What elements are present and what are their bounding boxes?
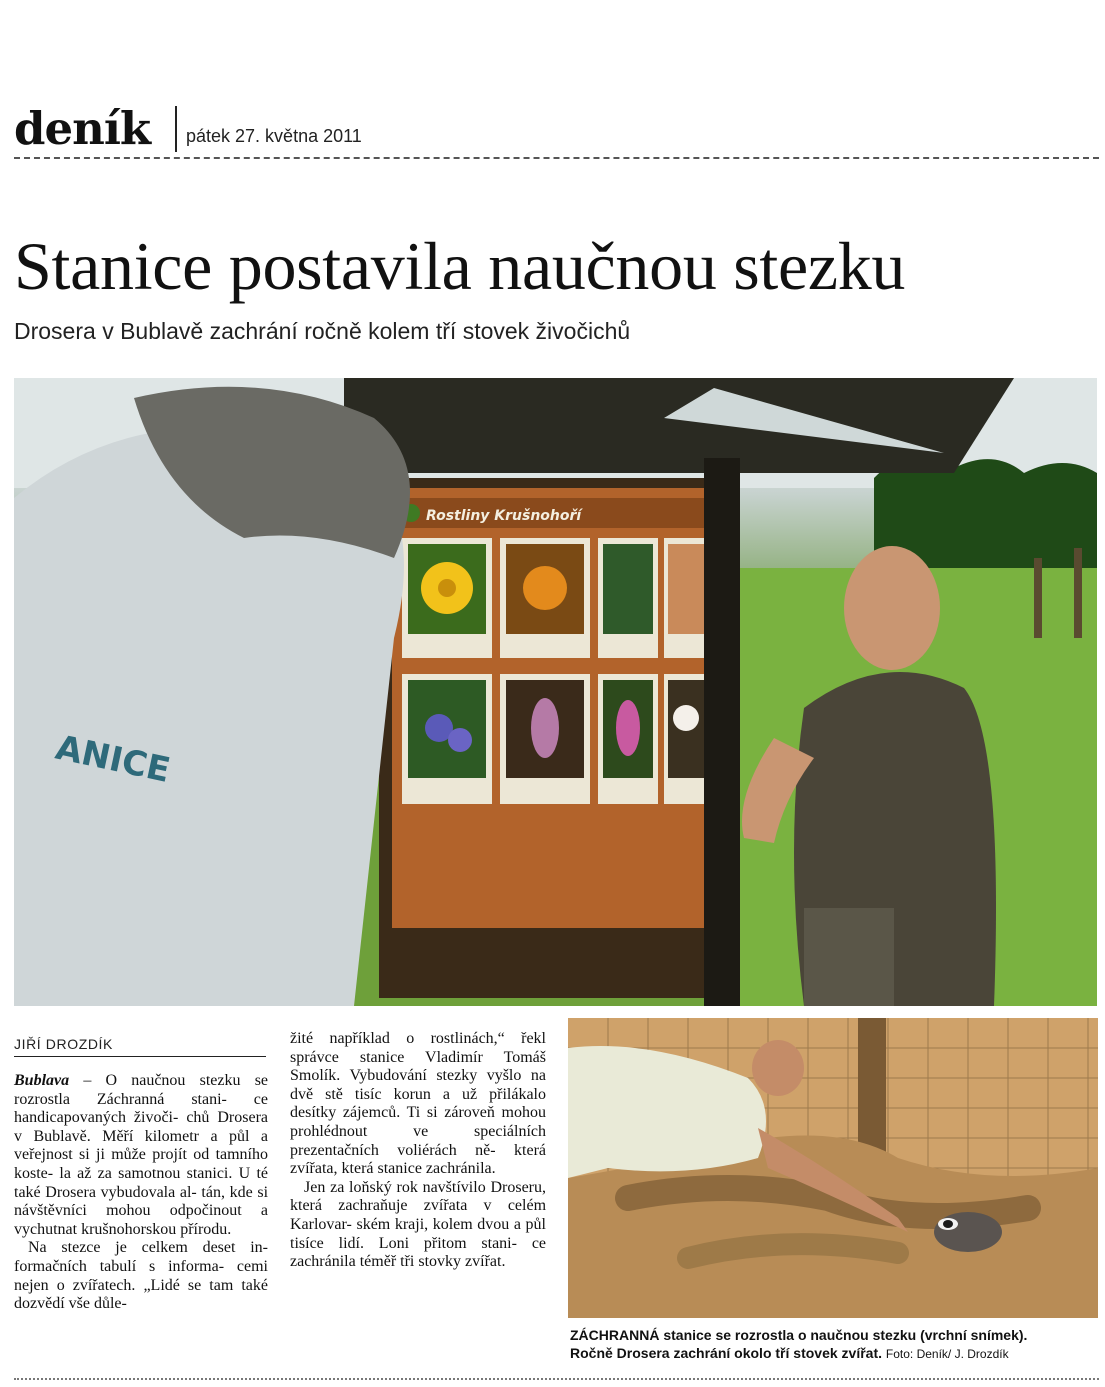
article-text-line: zachránila. [425,1160,496,1178]
masthead-divider [175,106,177,152]
caption-line-1 [570,1326,1100,1344]
article-text-line: kilometr a půl a veřejnost si ji [14,1127,268,1164]
secondary-photo [568,1018,1098,1318]
masthead-rule [14,157,1099,159]
main-photo-illustration [14,378,1097,1006]
article-dateline: Bublava [14,1072,70,1089]
article-text-line: tisíce lidí. Loni přitom stani- [290,1234,517,1252]
article-paragraph-2 [14,1239,268,1313]
article-byline: JIŘÍ DROZDÍK [14,1036,266,1057]
newspaper-logo: deník [14,102,151,155]
article-text-line: která zvířata, která stanice [290,1141,547,1178]
article-text-line: krušnohorskou přírodu. [81,1220,232,1238]
article-text-line: la až za samotnou stanici. U té [59,1164,268,1182]
article-text-line: může projít od tamního koste- [14,1146,269,1182]
article-text-line: chů Drosera v Bublavě. Měří [14,1109,269,1145]
page-bottom-rule [14,1378,1099,1380]
article-column-1 [14,1072,268,1314]
article-text-line: zvířata v celém Karlovar- [290,1197,547,1233]
article-column-2 [290,1030,546,1272]
photo-credit: Foto: Deník/ J. Drozdík [885,1347,1009,1361]
main-photo [14,378,1097,1006]
article-subhead: Drosera v Bublavě zachrání ročně kolem tří stovek živočichů [14,318,631,344]
photo-caption [570,1326,1100,1363]
article-text-line: Jen za loňský rok navštívilo [304,1178,486,1196]
article-text-line: žité například o rostlinách,“ [290,1030,505,1047]
caption-text-2: Ročně Drosera zachrání okolo tří stovek zvířat. [570,1345,882,1361]
article-text-line: korun a už přilákalo desítky [290,1085,546,1122]
article-paragraph-1 [14,1072,268,1239]
article-text-line: odpočinout a vychutnat [14,1202,269,1238]
shirt-print: ANICE [52,727,174,791]
article-text-line: se tam také dozvědí vše důle- [14,1276,268,1313]
caption-lead: ZÁCHRANNÁ [570,1327,660,1343]
article-text-line: také Drosera vybudovala al- [14,1183,197,1201]
article-text-line: prohlédnout ve speciálních [290,1122,546,1140]
article-text-line: stezky vyšlo na dvě stě tisíc [290,1067,546,1103]
caption-text: stanice se rozrostla o naučnou stezku (vrchní snímek). [663,1327,1028,1343]
article-paragraph-4 [290,1179,546,1272]
article-text-line: cemi nejen o zvířatech. „Lidé [14,1257,268,1294]
article-text-line: se rozrostla Záchranná stani- [14,1072,269,1108]
article-text-line: ském kraji, kolem dvou a půl [356,1215,547,1233]
article-text-line: ce zachránila téměř tři stovky [290,1234,547,1271]
masthead [14,100,1099,156]
article-text-line: Tomáš Smolík. Vybudování [290,1048,546,1085]
issue-date: pátek 27. května 2011 [186,126,362,146]
article-paragraph-3 [290,1030,546,1179]
caption-line-2 [570,1344,1100,1363]
article-text-line: tán, kde si návštěvníci mohou [14,1183,269,1220]
board-title: Rostliny Krušnohoří [426,508,582,524]
article-text-line: Droseru, která zachraňuje [290,1178,547,1215]
article-text-line: formačních tabulí s informa- [14,1257,225,1275]
article-text-line: řekl správce stanice Vladimír [290,1030,546,1066]
article-text-line: prezentačních voliérách ně- [290,1141,496,1159]
secondary-photo-illustration [568,1018,1098,1318]
article-text-line: Na stezce je celkem deset in- [28,1239,268,1257]
article-text-line: zvířat. [465,1253,506,1271]
article-text-line: ce handicapovaných živoči- [14,1090,268,1127]
article-text-line: – O naučnou stezku [83,1072,241,1089]
article-text-line: zájemců. Ti si zároveň mohou [342,1104,546,1122]
article-headline: Stanice postavila naučnou stezku [14,228,906,304]
